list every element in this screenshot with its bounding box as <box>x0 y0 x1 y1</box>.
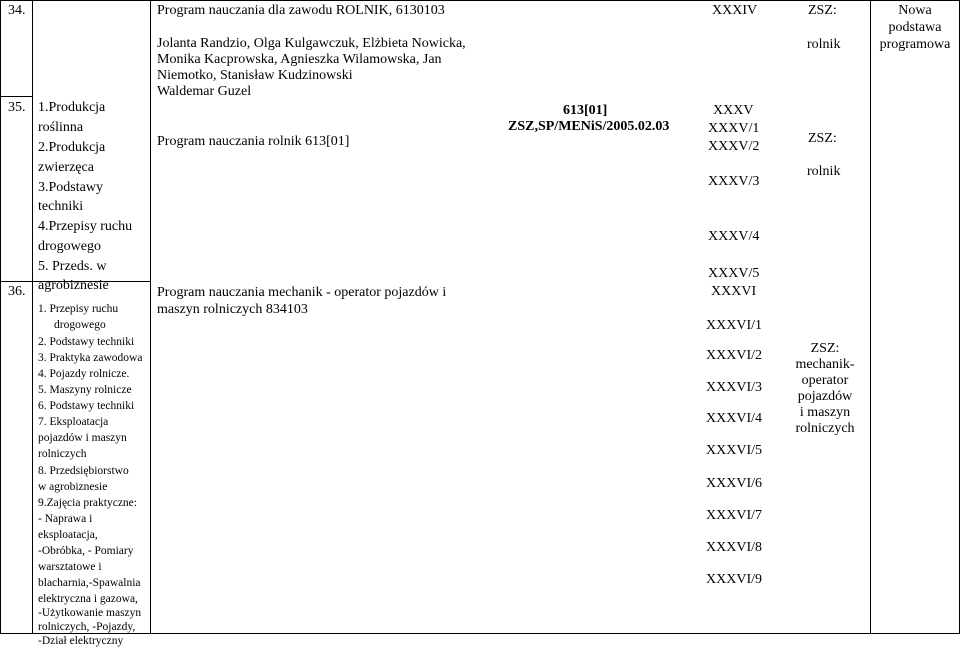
school-label: rolnik <box>807 164 841 179</box>
code-item: XXXV/4 <box>708 229 760 244</box>
subject-item: 2. Podstawy techniki <box>38 336 135 348</box>
row-number-35: 35. <box>8 100 26 115</box>
subject-item: techniki <box>38 199 84 214</box>
code-item: XXXVI/4 <box>706 411 762 426</box>
column-divider-program <box>150 0 151 634</box>
subject-item: w agrobiznesie <box>38 481 108 493</box>
subject-item: 2.Produkcja <box>38 140 106 155</box>
subject-item: warsztatowe i <box>38 561 102 573</box>
subject-item: blacharnia,-Spawalnia <box>38 577 141 589</box>
subject-item: eksploatacja, <box>38 529 98 541</box>
subject-item: 4.Przepisy ruchu <box>38 219 133 234</box>
school-label: operator <box>801 373 849 388</box>
subject-item: -Użytkowanie maszyn <box>38 607 142 619</box>
subject-item: zwierzęca <box>38 160 94 175</box>
program-title: Program nauczania mechanik - operator pojazdów i <box>157 285 447 300</box>
code-item: XXXV/5 <box>708 266 760 281</box>
subject-item: 9.Zajęcia praktyczne: <box>38 497 137 509</box>
subject-item: rolniczych <box>38 448 87 460</box>
code-item: XXXV <box>713 103 754 118</box>
code-item: XXXVI/7 <box>706 508 762 523</box>
program-title: maszyn rolniczych 834103 <box>157 302 308 317</box>
row-number-36: 36. <box>8 284 26 299</box>
subject-item: 6. Podstawy techniki <box>38 400 135 412</box>
school-label: ZSZ: <box>810 341 840 356</box>
subject-item: 5. Przeds. w <box>38 259 107 274</box>
subject-item: -Dział elektryczny <box>38 635 124 647</box>
school-label: rolnik <box>807 37 841 52</box>
code-item: XXXV/1 <box>708 121 760 136</box>
subject-item: - Naprawa i <box>38 513 93 525</box>
registry-number: ZSZ,SP/MENiS/2005.02.03 <box>508 119 670 134</box>
code-item: XXXVI/8 <box>706 540 762 555</box>
author-line: Jolanta Randzio, Olga Kulgawczuk, Elżbieta Nowicka, <box>157 36 466 51</box>
code-item: XXXIV <box>712 3 758 18</box>
row-number-34: 34. <box>8 3 26 18</box>
code-item: XXXV/3 <box>708 174 760 189</box>
column-divider-subjects <box>32 0 33 634</box>
subject-item: rolniczych, -Pojazdy, <box>38 621 136 633</box>
subject-item: drogowego <box>38 239 101 254</box>
school-label: mechanik- <box>795 357 855 372</box>
code-item: XXXVI/2 <box>706 348 762 363</box>
subject-item: pojazdów i maszyn <box>38 432 127 444</box>
basis-label: programowa <box>879 37 951 52</box>
code-item: XXXVI <box>711 284 757 299</box>
subject-item: drogowego <box>54 319 106 331</box>
author-line: Niemotko, Stanisław Kudzinowski <box>157 68 353 83</box>
subject-item: 3. Praktyka zawodowa <box>38 352 143 364</box>
subject-item: 1.Produkcja <box>38 100 106 115</box>
column-divider-basis <box>870 0 871 634</box>
code-item: XXXVI/5 <box>706 443 762 458</box>
code-item: XXXV/2 <box>708 139 760 154</box>
code-item: XXXVI/1 <box>706 318 762 333</box>
author-line: Monika Kacprowska, Agnieszka Wilamowska, Jan <box>157 52 442 67</box>
subject-item: 3.Podstawy <box>38 180 103 195</box>
subject-item: 7. Eksploatacja <box>38 416 109 428</box>
subject-item: 1. Przepisy ruchu <box>38 303 119 315</box>
code-item: XXXVI/3 <box>706 380 762 395</box>
subject-item: 8. Przedsiębiorstwo <box>38 465 129 477</box>
program-title: Program nauczania dla zawodu ROLNIK, 6130103 <box>157 3 445 18</box>
school-label: pojazdów <box>797 389 853 404</box>
subject-item: -Obróbka, - Pomiary <box>38 545 134 557</box>
school-label: i maszyn <box>799 405 851 420</box>
border-top <box>0 0 960 1</box>
subject-item: agrobiznesie <box>38 278 109 293</box>
subject-item: elektryczna i gazowa, <box>38 593 138 605</box>
school-label: ZSZ: <box>808 3 837 18</box>
code-item: XXXVI/6 <box>706 476 762 491</box>
school-label: rolniczych <box>795 421 855 436</box>
basis-label: podstawa <box>888 20 942 35</box>
subject-item: 4. Pojazdy rolnicze. <box>38 368 130 380</box>
author-line: Waldemar Guzel <box>157 84 252 99</box>
code-item: XXXVI/9 <box>706 572 762 587</box>
school-label: ZSZ: <box>808 131 837 146</box>
subject-item: roślinna <box>38 120 84 135</box>
row-divider-34 <box>0 96 32 97</box>
program-subtitle: Program nauczania rolnik 613[01] <box>157 134 350 149</box>
basis-label: Nowa <box>898 3 932 18</box>
program-number-code: 613[01] <box>563 103 608 118</box>
subject-item: 5. Maszyny rolnicze <box>38 384 132 396</box>
